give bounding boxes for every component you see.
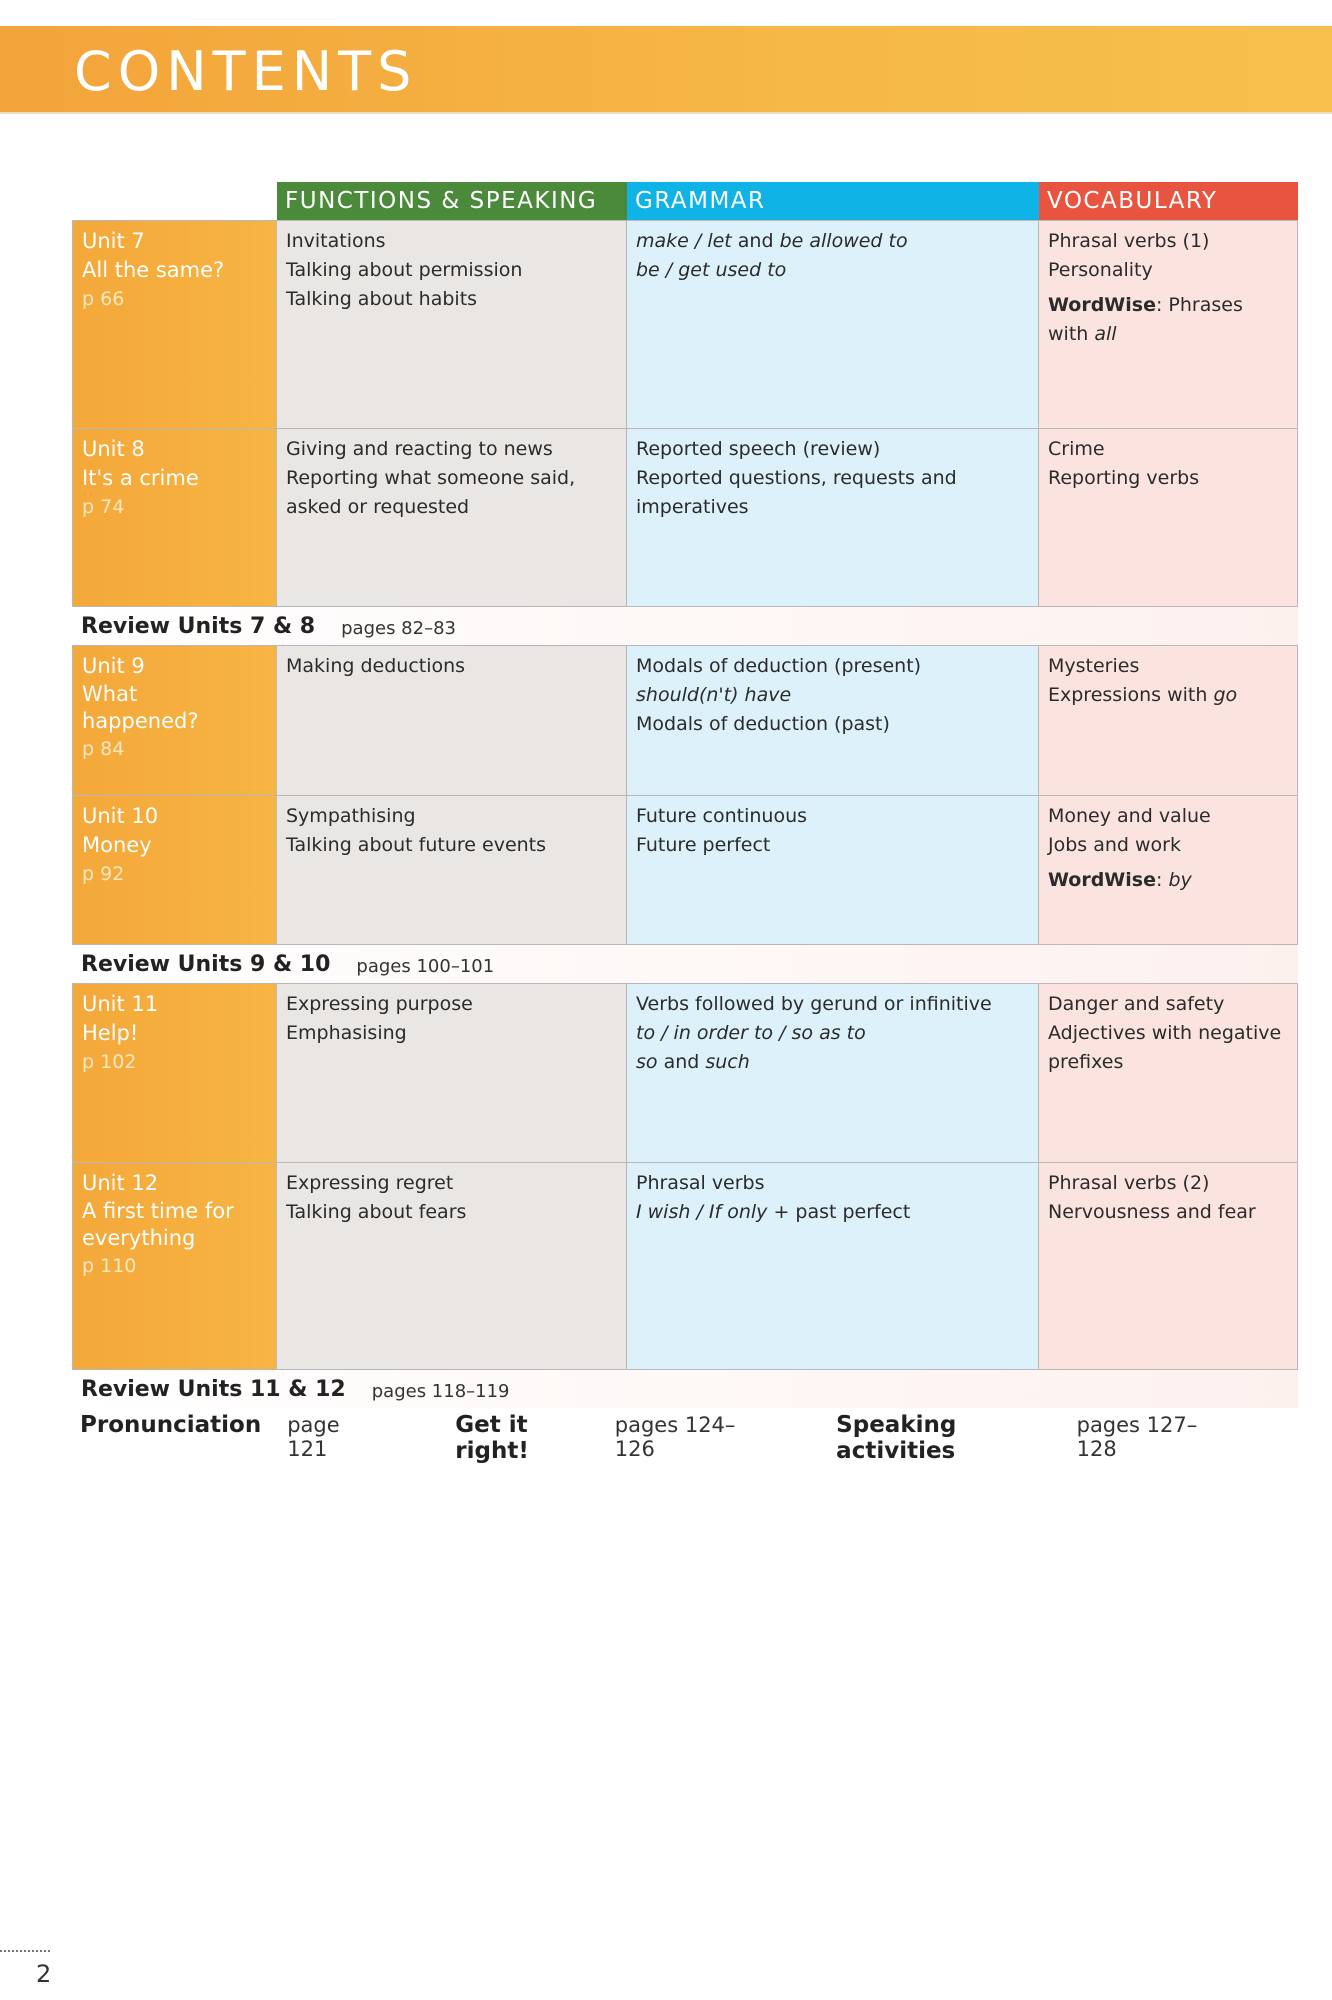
unit-number: Unit 7 [82,229,145,253]
function-item: Emphasising [286,1022,407,1044]
vocabulary-cell [1039,221,1298,428]
unit-page: p 92 [82,863,125,885]
function-item: Talking about permission [286,259,523,281]
unit-row-8 [72,428,1298,607]
grammar-item: imperatives [636,496,749,518]
vocabulary-text: Expressions with [1048,684,1214,706]
function-item: Expressing purpose [286,993,473,1015]
review-pages: pages 118–119 [371,1381,510,1402]
functions-cell [277,221,627,428]
extra-title: Speaking activities [836,1412,957,1464]
unit-page: p 74 [82,496,125,518]
unit-title: Help! [82,1021,139,1045]
grammar-sep: / [688,230,708,252]
unit-label-cell [72,796,277,944]
column-header-row [277,182,1298,220]
grammar-term: be [636,259,660,281]
unit-row-12 [72,1162,1298,1370]
vocabulary-item: Personality [1048,259,1153,281]
review-row [72,945,1298,983]
unit-row-9 [72,645,1298,795]
vocabulary-item: Mysteries [1048,655,1140,677]
grammar-item [636,1198,1029,1227]
review-title: Review Units 7 & 8 [81,614,316,639]
wordwise-text: : [1155,869,1169,891]
grammar-item: to / in order to / so as to [636,1022,866,1044]
unit-page: p 84 [82,738,125,760]
page-title: CONTENTS [74,40,418,103]
unit-label-cell [72,984,277,1162]
review-pages: pages 100–101 [356,956,495,977]
vocabulary-item: Reporting verbs [1048,467,1200,489]
vocabulary-cell [1039,796,1298,944]
function-item: asked or requested [286,496,470,518]
function-item: Giving and reacting to news [286,438,553,460]
grammar-text: + past perfect [767,1201,911,1223]
vocabulary-cell [1039,1163,1298,1369]
grammar-cell [627,646,1039,795]
function-item: Talking about habits [286,288,478,310]
unit-page: p 66 [82,288,125,310]
unit-number: Unit 12 [82,1171,159,1195]
grammar-term: I wish / If only [636,1201,768,1223]
function-item: Expressing regret [286,1172,454,1194]
vocabulary-cell [1039,429,1298,606]
unit-number: Unit 10 [82,804,159,828]
review-row [72,607,1298,645]
function-item: Reporting what someone said, [286,467,576,489]
grammar-term: so [636,1051,658,1073]
grammar-header: GRAMMAR [627,182,1039,220]
wordwise-label: WordWise [1048,869,1156,891]
functions-cell [277,1163,627,1369]
page-number: 2 [36,1960,52,1988]
unit-page: p 110 [82,1255,137,1277]
grammar-term: get used to [678,259,787,281]
unit-row-11 [72,983,1298,1162]
unit-row-7 [72,220,1298,428]
vocabulary-item: Jobs and work [1048,834,1181,856]
grammar-cell [627,1163,1039,1369]
unit-label-cell [72,221,277,428]
vocabulary-item [1048,681,1288,710]
grammar-item [636,256,1029,285]
function-item: Sympathising [286,805,416,827]
grammar-cell [627,796,1039,944]
wordwise-word: all [1094,323,1117,345]
vocabulary-word: go [1213,684,1238,706]
unit-number: Unit 9 [82,654,145,678]
vocabulary-item: Phrasal verbs (1) [1048,230,1210,252]
vocabulary-item: Crime [1048,438,1105,460]
contents-banner [0,26,1332,114]
wordwise-item [1048,291,1288,349]
vocabulary-item: Danger and safety [1048,993,1225,1015]
grammar-cell [627,429,1039,606]
unit-number: Unit 11 [82,992,159,1016]
vocabulary-item: prefixes [1048,1051,1124,1073]
wordwise-item [1048,866,1288,895]
unit-title: It's a crime [82,466,199,490]
grammar-item [636,227,1029,256]
functions-cell [277,646,627,795]
grammar-item: Reported questions, requests and [636,467,957,489]
unit-page: p 102 [82,1051,137,1073]
unit-title: What [82,682,138,706]
unit-title: Money [82,833,152,857]
vocabulary-item: Phrasal verbs (2) [1048,1172,1210,1194]
function-item: Invitations [286,230,386,252]
grammar-sep: and [731,230,780,252]
unit-title: A first time for [82,1199,234,1223]
grammar-cell [627,984,1039,1162]
functions-cell [277,429,627,606]
extra-pages: pages 124–126 [614,1413,736,1461]
grammar-item: Reported speech (review) [636,438,881,460]
vocabulary-item: Nervousness and fear [1048,1201,1256,1223]
unit-title: everything [82,1226,196,1250]
contents-table [72,182,1298,1464]
unit-label-cell [72,646,277,795]
wordwise-word: by [1168,869,1192,891]
vocabulary-item: Money and value [1048,805,1211,827]
grammar-term: be allowed to [779,230,908,252]
wordwise-text: : Phrases with [1048,294,1243,345]
grammar-item: Verbs followed by gerund or infinitive [636,993,992,1015]
review-title: Review Units 11 & 12 [81,1377,346,1402]
grammar-item: Phrasal verbs [636,1172,765,1194]
grammar-term: make [636,230,689,252]
function-item: Making deductions [286,655,466,677]
function-item: Talking about fears [286,1201,467,1223]
page-number-rule [0,1950,50,1952]
function-item: Talking about future events [286,834,547,856]
vocabulary-header: VOCABULARY [1039,182,1298,220]
unit-label-cell [72,1163,277,1369]
grammar-sep: and [657,1051,706,1073]
grammar-item: Modals of deduction (past) [636,713,890,735]
extra-title: Pronunciation [80,1412,262,1438]
grammar-sep: / [659,259,679,281]
extra-title: Get it right! [455,1412,529,1464]
grammar-item: Future perfect [636,834,771,856]
unit-title: happened? [82,709,199,733]
review-pages: pages 82–83 [341,618,456,639]
grammar-item [636,1048,1029,1077]
review-row [72,1370,1298,1408]
grammar-term: such [705,1051,750,1073]
grammar-term: let [707,230,732,252]
extras-line [72,1412,1298,1464]
unit-number: Unit 8 [82,437,145,461]
grammar-cell [627,221,1039,428]
functions-header: FUNCTIONS & SPEAKING [277,182,627,220]
wordwise-label: WordWise [1048,294,1156,316]
vocabulary-cell [1039,984,1298,1162]
vocabulary-item: Adjectives with negative [1048,1022,1282,1044]
unit-row-10 [72,795,1298,945]
unit-label-cell [72,429,277,606]
review-title: Review Units 9 & 10 [81,952,331,977]
vocabulary-cell [1039,646,1298,795]
grammar-item: should(n't) have [636,684,792,706]
extra-pages: pages 127–128 [1076,1413,1198,1461]
grammar-item: Modals of deduction (present) [636,655,922,677]
unit-title: All the same? [82,258,225,282]
functions-cell [277,984,627,1162]
grammar-item: Future continuous [636,805,808,827]
functions-cell [277,796,627,944]
extra-pages: page 121 [287,1413,340,1461]
